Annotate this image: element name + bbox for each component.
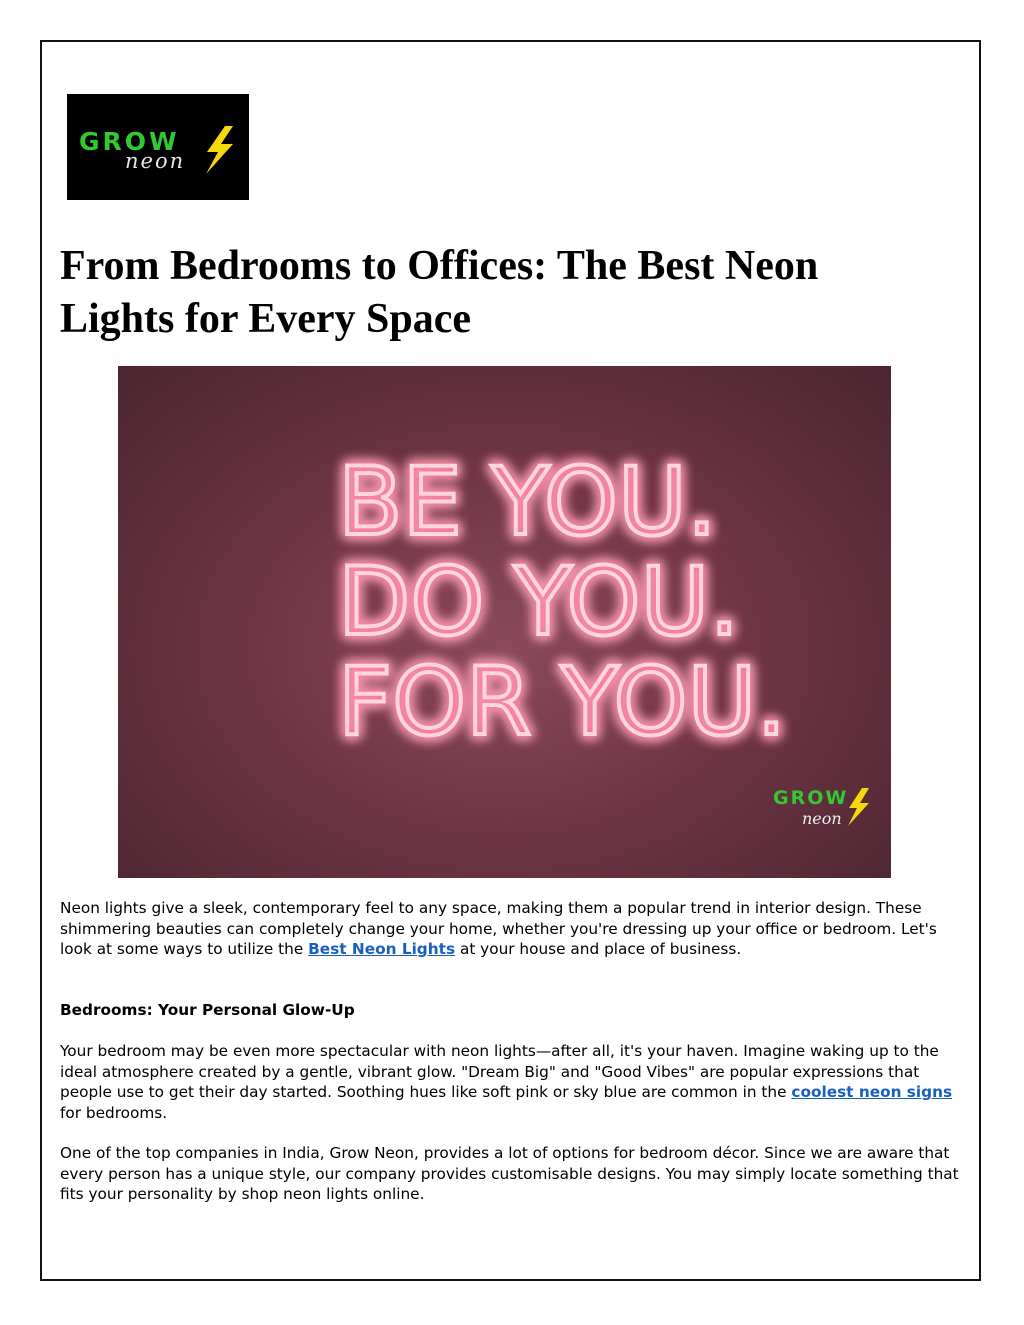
bedroom-paragraph: [60, 1041, 960, 1123]
section-heading: Bedrooms: Your Personal Glow-Up: [60, 1001, 355, 1019]
intro-text-after: at your house and place of business.: [455, 940, 742, 958]
intro-paragraph: [60, 898, 960, 960]
logo-grow-text: GROW: [79, 127, 180, 156]
neon-line-2: DO YOU.: [338, 548, 740, 657]
lightning-bolt-icon: [848, 788, 869, 826]
hero-image: [118, 366, 891, 878]
watermark-neon-text: neon: [802, 809, 842, 828]
neon-line-1: BE YOU.: [338, 448, 717, 557]
logo-neon-text: neon: [125, 149, 186, 173]
watermark-grow-text: GROW: [773, 787, 849, 809]
lightning-bolt-icon: [206, 126, 233, 174]
intro-text-before: Neon lights give a sleek, contemporary feel to any space, making them a popular trend in interior design. These shimmering beauties can completely change your home, whether you're dressing up your office or bedroom. Let's look at some ways to utilize the: [60, 899, 937, 958]
company-paragraph: One of the top companies in India, Grow Neon, provides a lot of options for bedroom décor. Since we are aware that every person has a unique style, our company provides customisable designs. You may simply locate something that fits your personality by shop neon lights online.: [60, 1144, 959, 1203]
neon-sign-artwork: [118, 366, 891, 878]
page-title: From Bedrooms to Offices: The Best Neon Lights for Every Space: [60, 243, 819, 342]
hero-watermark-logo: [773, 787, 869, 828]
neon-line-3: FOR YOU.: [338, 648, 787, 757]
bedroom-text-after: for bedrooms.: [60, 1103, 168, 1122]
logo-mark: [67, 94, 249, 200]
bedroom-text-before: Your bedroom may be even more spectacular with neon lights—after all, it's your haven. Imagine waking up to the ideal atmosphere created by a gentle, vibrant glow. "Dream Big" and "Good Vibes" are popular expressions that people use to get their day started. Soothing hues like soft pink or sky blue are common in the: [60, 1042, 939, 1101]
coolest-neon-signs-link[interactable]: coolest neon signs: [791, 1083, 953, 1101]
best-neon-lights-link[interactable]: Best Neon Lights: [308, 940, 456, 958]
grow-neon-logo: [67, 94, 249, 200]
